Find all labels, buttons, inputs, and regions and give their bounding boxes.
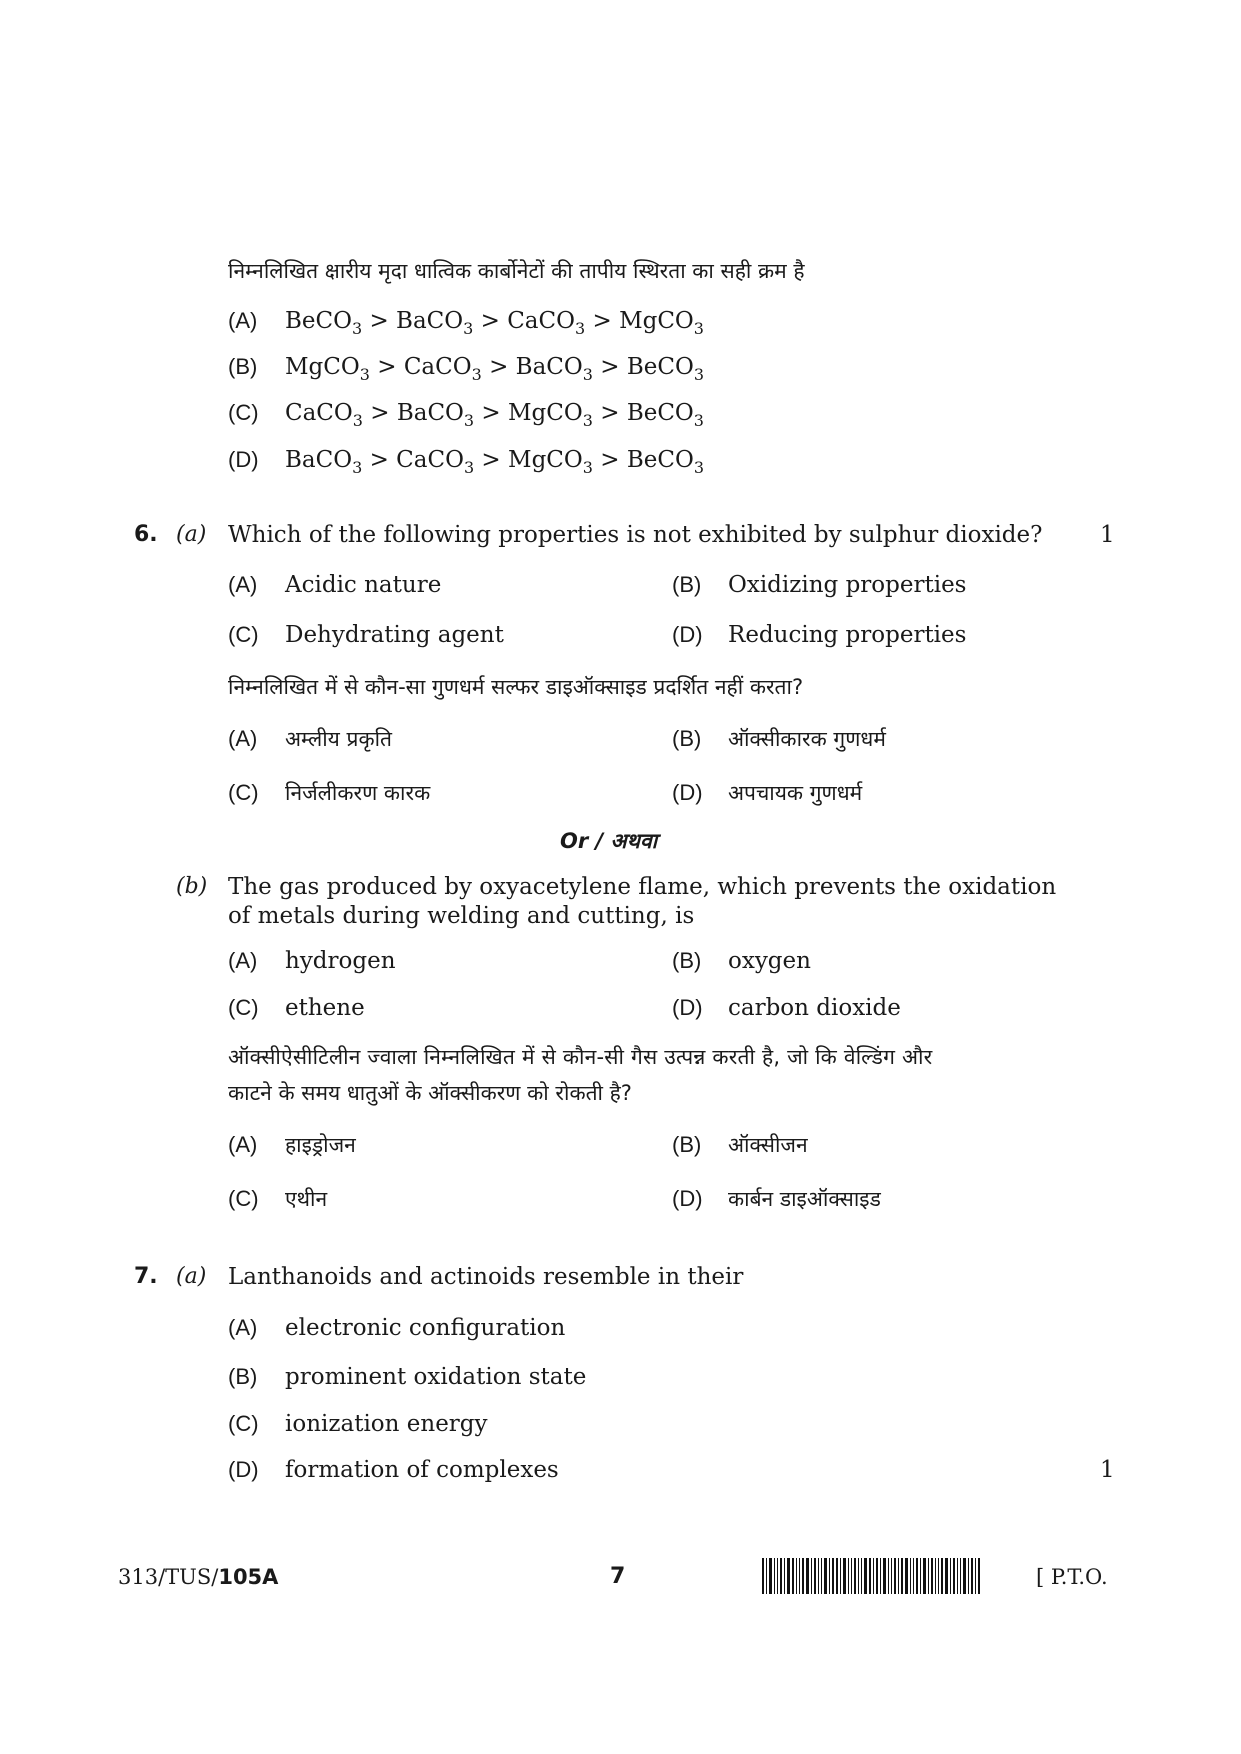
barcode-stripe	[905, 1558, 908, 1594]
q6b-opt-c-text: ethene	[285, 995, 365, 1021]
q5-option-c-label: (C)	[228, 400, 259, 425]
barcode-stripe	[784, 1558, 785, 1594]
barcode-stripe	[821, 1558, 822, 1594]
q6b-hi-opt-a-text: हाइड्रोजन	[285, 1133, 356, 1157]
q7-opt-c-text: ionization energy	[285, 1411, 488, 1437]
q6-opt-d-label: (D)	[672, 622, 703, 647]
barcode-stripe	[829, 1558, 830, 1594]
q5-option-a-formula: BeCO$_3$ > BaCO$_3$ > CaCO$_3$ > MgCO$_3$	[285, 308, 704, 338]
barcode-stripe	[957, 1558, 958, 1594]
q5-option-b-formula: MgCO$_3$ > CaCO$_3$ > BaCO$_3$ > BeCO$_3$	[285, 354, 704, 384]
barcode-stripe	[774, 1558, 775, 1594]
q6b-hi-opt-c-text: एथीन	[285, 1187, 328, 1211]
q6b-stem-en-line1: The gas produced by oxyacetylene flame, which prevents the oxidation	[228, 874, 1057, 900]
q7-marks: 1	[1100, 1457, 1115, 1483]
q6-opt-c-text: Dehydrating agent	[285, 622, 504, 648]
q6b-stem-hi-line1: ऑक्सीऐसीटिलीन ज्वाला निम्नलिखित में से कौन-सी गैस उत्पन्न करती है, जो कि वेल्डिंग और	[228, 1045, 933, 1069]
barcode-stripe	[873, 1558, 874, 1594]
q7-opt-b-text: prominent oxidation state	[285, 1364, 587, 1390]
q6-hi-opt-a-label: (A)	[228, 726, 258, 751]
barcode-stripe	[858, 1558, 859, 1594]
barcode-stripe	[963, 1558, 966, 1594]
barcode-stripe	[968, 1558, 969, 1594]
q6-marks: 1	[1100, 522, 1115, 548]
q6b-opt-b-label: (B)	[672, 948, 702, 973]
barcode-stripe	[931, 1558, 933, 1594]
or-separator: Or / अथवा	[560, 829, 658, 853]
barcode-stripe	[891, 1558, 892, 1594]
q6b-hi-opt-b-text: ऑक्सीजन	[728, 1133, 808, 1157]
q6-hi-opt-c-label: (C)	[228, 780, 259, 805]
q6-opt-b-text: Oxidizing properties	[728, 572, 967, 598]
barcode-stripe	[840, 1558, 841, 1594]
q6-hi-opt-b-text: ऑक्सीकारक गुणधर्म	[728, 727, 886, 751]
q7-opt-c-label: (C)	[228, 1411, 259, 1436]
q6b-opt-c-label: (C)	[228, 995, 259, 1020]
q6-hi-opt-c-text: निर्जलीकरण कारक	[285, 781, 431, 805]
q6b-opt-a-text: hydrogen	[285, 948, 396, 974]
barcode-stripe	[836, 1558, 838, 1594]
q6b-opt-a-label: (A)	[228, 948, 258, 973]
q6-stem-hi: निम्नलिखित में से कौन-सा गुणधर्म सल्फर डाइऑक्साइड प्रदर्शित नहीं करता?	[228, 675, 804, 699]
q6b-hi-opt-d-label: (D)	[672, 1186, 703, 1211]
q6-opt-c-label: (C)	[228, 622, 259, 647]
barcode-stripe	[876, 1558, 878, 1594]
q6b-opt-d-text: carbon dioxide	[728, 995, 901, 1021]
barcode-stripe	[945, 1558, 948, 1594]
q5-option-d-formula: BaCO$_3$ > CaCO$_3$ > MgCO$_3$ > BeCO$_3$	[285, 447, 704, 477]
barcode-stripe	[920, 1558, 921, 1594]
barcode-stripe	[971, 1558, 973, 1594]
q6-hi-opt-d-text: अपचायक गुणधर्म	[728, 781, 863, 805]
q7-opt-b-label: (B)	[228, 1364, 258, 1389]
q6-opt-d-text: Reducing properties	[728, 622, 967, 648]
q6-stem-en: Which of the following properties is not exhibited by sulphur dioxide?	[228, 522, 1043, 548]
barcode-stripe	[938, 1558, 939, 1594]
barcode-stripe	[787, 1558, 790, 1594]
paper-code-bold: 105A	[218, 1565, 279, 1589]
barcode-stripe	[913, 1558, 914, 1594]
q6-hi-opt-b-label: (B)	[672, 726, 702, 751]
barcode-stripe	[941, 1558, 943, 1594]
barcode-stripe	[910, 1558, 911, 1594]
q6b-stem-hi-line2: काटने के समय धातुओं के ऑक्सीकरण को रोकती है?	[228, 1081, 632, 1105]
barcode-stripe	[814, 1558, 816, 1594]
barcode-stripe	[975, 1558, 976, 1594]
barcode-stripe	[883, 1558, 886, 1594]
q7-part-a: (a)	[176, 1264, 207, 1289]
barcode-stripe	[950, 1558, 951, 1594]
q6b-hi-opt-a-label: (A)	[228, 1132, 258, 1157]
q5-option-a-label: (A)	[228, 308, 258, 333]
barcode-stripe	[769, 1558, 772, 1594]
pto-label: [ P.T.O.	[1036, 1565, 1108, 1589]
barcode-stripe	[802, 1558, 804, 1594]
q5-option-c-formula: CaCO$_3$ > BaCO$_3$ > MgCO$_3$ > BeCO$_3$	[285, 400, 704, 430]
barcode-stripe	[888, 1558, 889, 1594]
q7-opt-d-text: formation of complexes	[285, 1457, 559, 1483]
barcode-stripe	[894, 1558, 896, 1594]
q6b-hi-opt-c-label: (C)	[228, 1186, 259, 1211]
barcode-stripe	[953, 1558, 955, 1594]
barcode-stripe	[843, 1558, 846, 1594]
q6-number: 6.	[134, 522, 158, 547]
barcode-stripe	[848, 1558, 849, 1594]
barcode-stripe	[923, 1558, 926, 1594]
barcode-stripe	[861, 1558, 862, 1594]
barcode-stripe	[928, 1558, 929, 1594]
barcode-stripe	[854, 1558, 856, 1594]
barcode-stripe	[777, 1558, 778, 1594]
barcode-image	[762, 1558, 1020, 1594]
q6b-hi-opt-d-text: कार्बन डाइऑक्साइड	[728, 1187, 881, 1211]
paper-code	[118, 1562, 278, 1592]
barcode-stripe	[780, 1558, 782, 1594]
q6-opt-a-text: Acidic nature	[285, 572, 442, 598]
barcode-stripe	[818, 1558, 819, 1594]
q6b-opt-d-label: (D)	[672, 995, 703, 1020]
q6b-opt-b-text: oxygen	[728, 948, 811, 974]
q5-option-d-label: (D)	[228, 447, 259, 472]
barcode-stripe	[762, 1558, 764, 1594]
q6-hi-opt-d-label: (D)	[672, 780, 703, 805]
q6-opt-b-label: (B)	[672, 572, 702, 597]
q7-opt-a-text: electronic configuration	[285, 1315, 566, 1341]
barcode-stripe	[960, 1558, 961, 1594]
q5-option-b-label: (B)	[228, 354, 258, 379]
barcode-stripe	[898, 1558, 899, 1594]
q6-opt-a-label: (A)	[228, 572, 258, 597]
barcode-stripe	[766, 1558, 767, 1594]
barcode-stripe	[869, 1558, 871, 1594]
q7-stem-en: Lanthanoids and actinoids resemble in their	[228, 1264, 744, 1290]
barcode-stripe	[796, 1558, 797, 1594]
q6b-stem-en-line2: of metals during welding and cutting, is	[228, 903, 695, 929]
barcode-stripe	[799, 1558, 800, 1594]
barcode-stripe	[851, 1558, 852, 1594]
paper-code-prefix: 313/TUS/	[118, 1565, 219, 1589]
barcode-stripe	[916, 1558, 918, 1594]
q6-part-b: (b)	[176, 874, 208, 899]
q6-hi-opt-a-text: अम्लीय प्रकृति	[285, 727, 392, 751]
barcode-stripe	[935, 1558, 936, 1594]
barcode-stripe	[806, 1558, 809, 1594]
page-number: 7	[610, 1564, 626, 1589]
barcode-stripe	[832, 1558, 834, 1594]
q7-number: 7.	[134, 1264, 158, 1289]
barcode-stripe	[901, 1558, 903, 1594]
barcode-stripe	[864, 1558, 867, 1594]
barcode-stripe	[978, 1558, 980, 1594]
q5-hindi-stem: निम्नलिखित क्षारीय मृदा धात्विक कार्बोनेटों की तापीय स्थिरता का सही क्रम है	[228, 259, 805, 283]
q7-opt-a-label: (A)	[228, 1315, 258, 1340]
barcode-stripe	[792, 1558, 794, 1594]
q6-part-a: (a)	[176, 522, 207, 547]
q7-opt-d-label: (D)	[228, 1457, 259, 1482]
q6b-hi-opt-b-label: (B)	[672, 1132, 702, 1157]
barcode-stripe	[824, 1558, 827, 1594]
barcode-stripe	[811, 1558, 812, 1594]
barcode-stripe	[880, 1558, 881, 1594]
